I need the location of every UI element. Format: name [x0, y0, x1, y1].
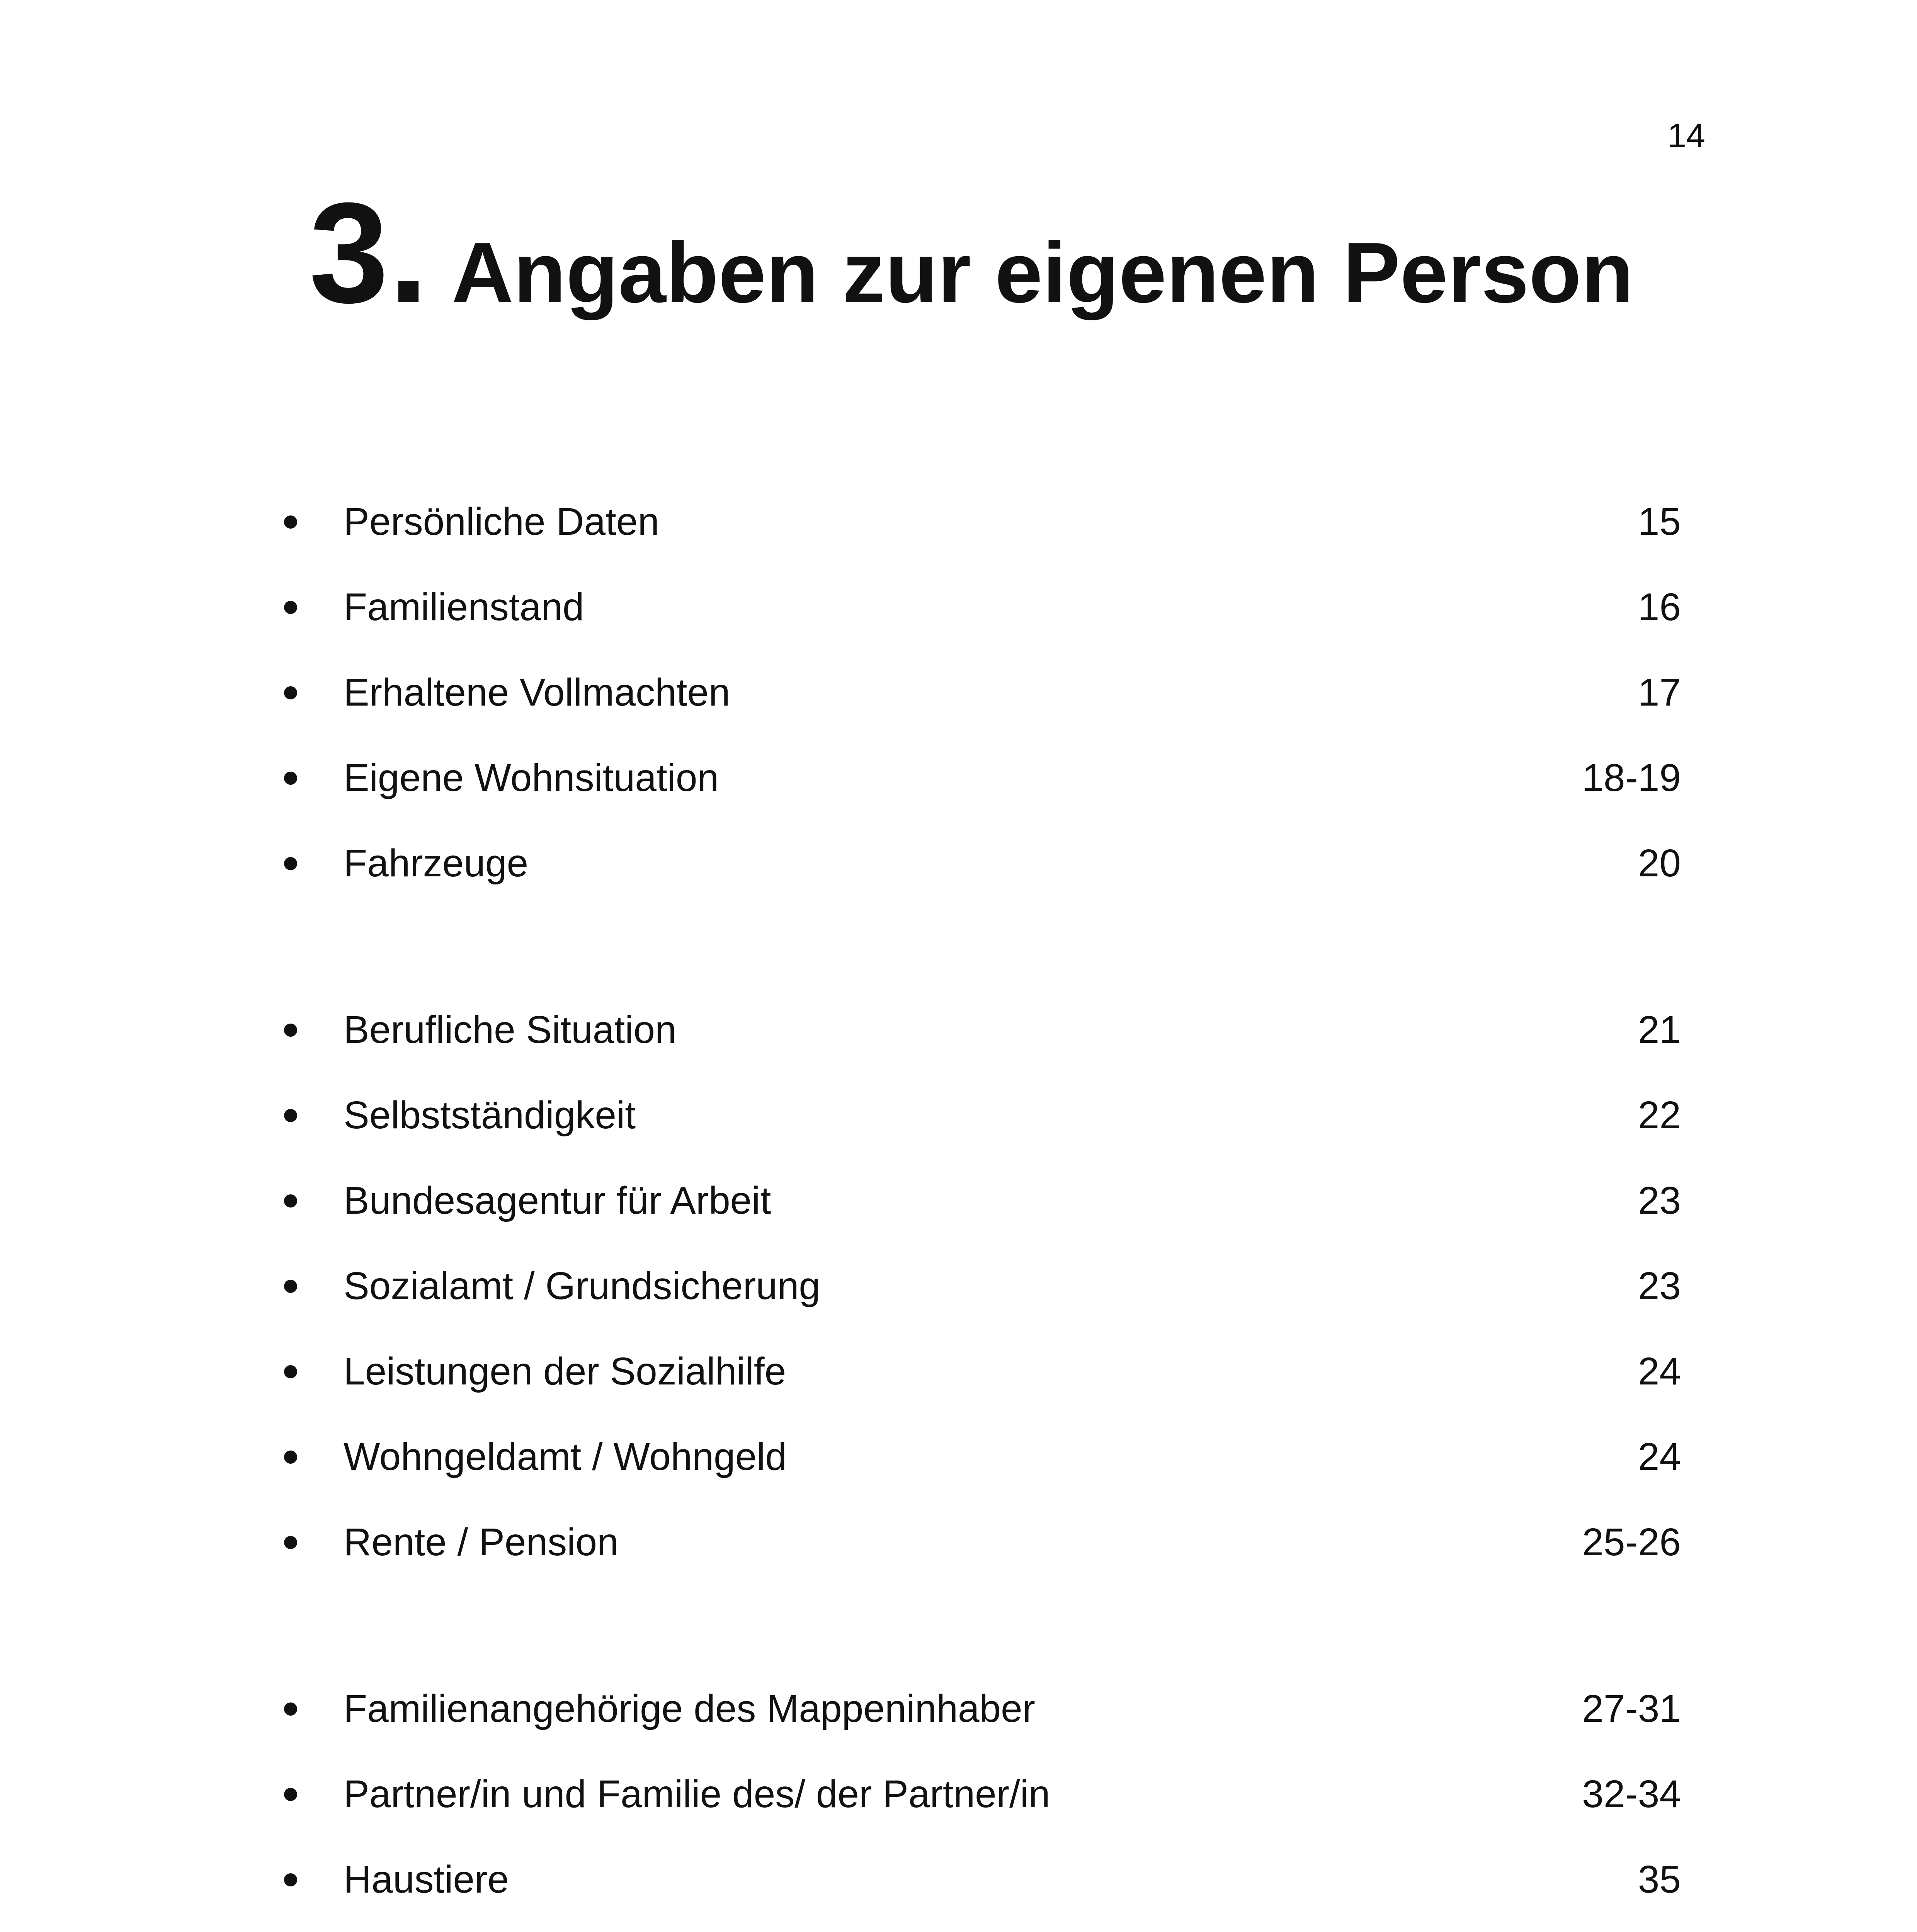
toc-item[interactable]	[284, 1837, 1681, 1922]
toc-item-label: Erhaltene Vollmachten	[344, 671, 730, 714]
toc-item-label: Rente / Pension	[344, 1520, 619, 1564]
bullet-icon	[284, 686, 297, 699]
toc-item[interactable]	[284, 821, 1681, 906]
toc-item-page: 20	[1638, 842, 1681, 885]
bullet-icon	[284, 1536, 297, 1549]
bullet-icon	[284, 601, 297, 614]
toc-item-label: Eigene Wohnsituation	[344, 756, 719, 799]
toc-item-label: Selbstständigkeit	[344, 1094, 636, 1137]
toc-item-page: 15	[1638, 500, 1681, 543]
toc-item-label: Fahrzeuge	[344, 842, 529, 885]
bullet-icon	[284, 1109, 297, 1122]
toc-item-page: 35	[1638, 1858, 1681, 1901]
bullet-icon	[284, 1873, 297, 1886]
bullet-icon	[284, 1280, 297, 1293]
toc-item-page: 23	[1638, 1264, 1681, 1308]
toc-item-label: Berufliche Situation	[344, 1008, 677, 1051]
toc-group-occupation	[284, 987, 1681, 1585]
toc-item-label: Sozialamt / Grundsicherung	[344, 1264, 820, 1308]
toc-item[interactable]	[284, 1752, 1681, 1837]
chapter-title: Angaben zur eigenen Person	[451, 225, 1634, 321]
bullet-icon	[284, 857, 297, 870]
toc-item-page: 18-19	[1582, 756, 1681, 799]
table-of-contents	[284, 479, 1681, 1932]
bullet-icon	[284, 1024, 297, 1037]
toc-item-page: 27-31	[1582, 1687, 1681, 1730]
toc-group-family	[284, 1666, 1681, 1922]
toc-item[interactable]	[284, 1073, 1681, 1158]
chapter-number: 3.	[309, 173, 429, 333]
toc-item[interactable]	[284, 1158, 1681, 1243]
toc-item-page: 24	[1638, 1435, 1681, 1478]
toc-item-page: 17	[1638, 671, 1681, 714]
toc-item[interactable]	[284, 1243, 1681, 1329]
bullet-icon	[284, 772, 297, 785]
page-number: 14	[1667, 116, 1705, 155]
toc-group-personal	[284, 479, 1681, 906]
toc-item[interactable]	[284, 650, 1681, 735]
toc-item[interactable]	[284, 1666, 1681, 1752]
toc-item-page: 25-26	[1582, 1520, 1681, 1564]
toc-item[interactable]	[284, 1414, 1681, 1500]
toc-item-label: Bundesagentur für Arbeit	[344, 1179, 771, 1222]
toc-item[interactable]	[284, 987, 1681, 1073]
toc-item-label: Haustiere	[344, 1858, 509, 1901]
bullet-icon	[284, 1365, 297, 1378]
toc-item[interactable]	[284, 1500, 1681, 1585]
bullet-icon	[284, 1451, 297, 1464]
toc-item-page: 16	[1638, 585, 1681, 629]
bullet-icon	[284, 1788, 297, 1801]
toc-item-label: Familienangehörige des Mappeninhaber	[344, 1687, 1036, 1730]
toc-item[interactable]	[284, 479, 1681, 565]
toc-item-label: Leistungen der Sozialhilfe	[344, 1350, 786, 1393]
toc-item-page: 32-34	[1582, 1772, 1681, 1816]
bullet-icon	[284, 1194, 297, 1208]
toc-item-label: Partner/in und Familie des/ der Partner/in	[344, 1772, 1050, 1816]
toc-item-page: 21	[1638, 1008, 1681, 1051]
chapter-heading	[309, 173, 1634, 333]
toc-item[interactable]	[284, 1329, 1681, 1414]
toc-item-label: Familienstand	[344, 585, 584, 629]
toc-item-label: Persönliche Daten	[344, 500, 660, 543]
toc-item-page: 24	[1638, 1350, 1681, 1393]
toc-item[interactable]	[284, 565, 1681, 650]
toc-item-page: 22	[1638, 1094, 1681, 1137]
toc-item[interactable]	[284, 735, 1681, 821]
bullet-icon	[284, 1702, 297, 1716]
toc-item-page: 23	[1638, 1179, 1681, 1222]
bullet-icon	[284, 515, 297, 529]
toc-item-label: Wohngeldamt / Wohngeld	[344, 1435, 787, 1478]
